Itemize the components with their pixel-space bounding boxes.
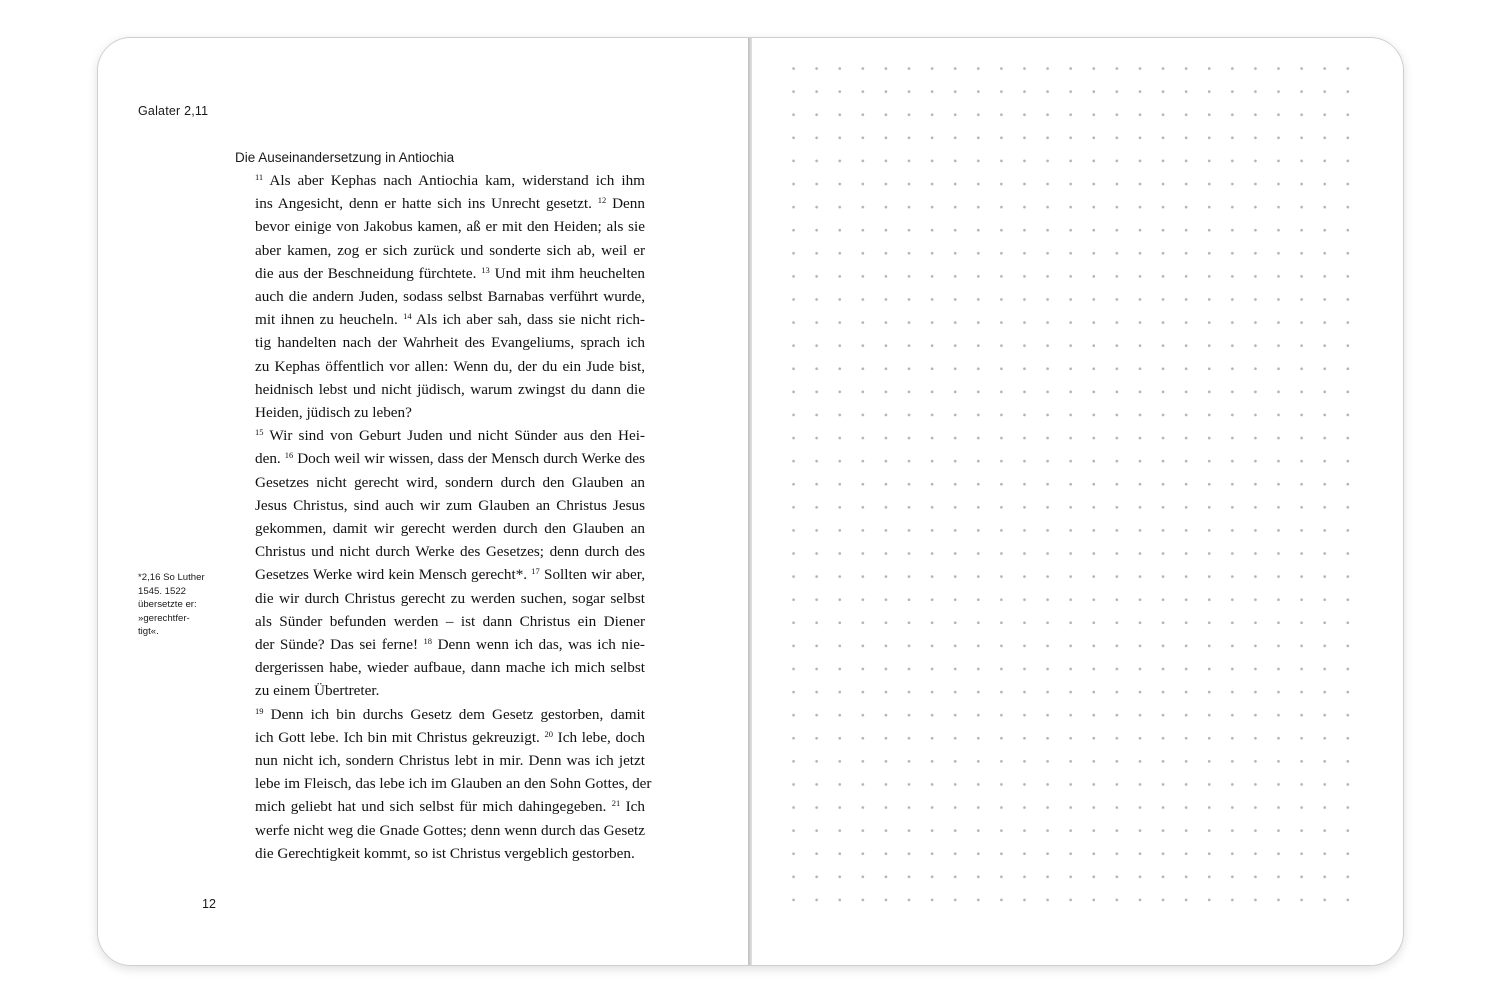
bible-text: [235, 169, 652, 865]
text-line: $^{15}$ Wir sind von Geburt Juden und nicht Sünder aus den Hei-: [255, 427, 645, 445]
paragraph: [235, 703, 652, 865]
verse-number: 12: [597, 195, 607, 206]
right-page-dot-grid: [752, 38, 1403, 965]
text-line: der Sünde? Das sei ferne! $^{18}$ Denn wenn ich das, was ich nie-: [255, 636, 645, 654]
dot-grid-pattern: [782, 57, 1359, 910]
text-line: ich Gott lebe. Ich bin mit Christus gekreuzigt. $^{20}$ Ich lebe, doch: [255, 728, 645, 746]
text-line: nun nicht ich, sondern Christus lebt in mir. Denn was ich jetzt: [255, 752, 645, 770]
text-line: aber kamen, zog er sich zurück und sonderte sich ab, weil er: [255, 241, 645, 259]
text-line: den. $^{16}$ Doch weil wir wissen, dass der Mensch durch Werke des: [255, 450, 645, 468]
verse-number: 18: [423, 636, 433, 647]
footnote-line: tigt«.: [138, 626, 159, 638]
verse-number: 20: [544, 728, 553, 739]
text-line: auch die andern Juden, sodass selbst Barnabas verführt wurde,: [255, 288, 645, 306]
paragraph: [235, 169, 645, 424]
text-line: lebe im Fleisch, das lebe ich im Glauben an den Sohn Gottes, der: [255, 775, 652, 793]
verse-number: 14: [403, 311, 412, 322]
text-line: werfe nicht weg die Gnade Gottes; denn wenn durch das Gesetz: [255, 821, 645, 839]
text-line: die wir durch Christus gerecht zu werden suchen, sogar selbst: [255, 589, 645, 607]
text-line: Gesetzes nicht gerecht wird, sondern durch den Glauben an: [255, 473, 645, 491]
text-line: gekommen, damit wir gerecht werden durch den Glauben an: [255, 520, 645, 538]
section-heading: Die Auseinandersetzung in Antiochia: [235, 150, 455, 165]
text-line: Heiden, jüdisch zu leben?: [255, 404, 412, 422]
text-line: $^{19}$ Denn ich bin durchs Gesetz dem Gesetz gestorben, damit: [255, 705, 645, 723]
verse-number: 13: [481, 264, 490, 275]
text-line: als Sünder befunden werden – ist dann Christus ein Diener: [255, 612, 645, 630]
page-number: 12: [202, 897, 216, 911]
verse-number: 16: [284, 450, 294, 461]
verse-number: 11: [255, 172, 264, 182]
margin-footnote: [138, 571, 228, 639]
text-line: bevor einige von Jakobus kamen, aß er mit den Heiden; als sie: [255, 218, 645, 236]
running-head: Galater 2,11: [138, 104, 209, 118]
verse-number: 15: [255, 427, 264, 438]
text-line: die aus der Beschneidung fürchtete. $^{13}$ Und mit ihm heuchelten: [255, 264, 646, 282]
text-line: $^{11}$ Als aber Kephas nach Antiochia kam, widerstand ich ihm: [255, 172, 645, 189]
text-line: Jesus Christus, sind auch wir zum Glauben an Christus Jesus: [255, 496, 645, 514]
verse-number: 21: [611, 798, 621, 809]
footnote-line: »gerechtfer-: [138, 612, 190, 624]
text-line: Gesetzes Werke wird kein Mensch gerecht*. $^{17}$ Sollten wir aber,: [255, 566, 645, 584]
text-line: zu einem Übertreter.: [255, 682, 380, 700]
left-page: [98, 38, 750, 965]
text-line: Christus und nicht durch Werke des Gesetzes; denn durch des: [255, 543, 645, 561]
footnote-line: übersetzte er:: [138, 599, 197, 611]
text-line: ins Angesicht, denn er hatte sich ins Unrecht gesetzt. $^{12}$ Denn: [255, 195, 645, 213]
verse-number: 17: [531, 566, 540, 577]
text-line: die Gerechtigkeit kommt, so ist Christus vergeblich gestorben.: [255, 844, 635, 862]
paragraph: [235, 424, 645, 702]
verse-number: 19: [255, 705, 264, 716]
text-line: dergerissen habe, wieder aufbaue, dann mache ich mich selbst: [255, 659, 645, 677]
footnote-line: 1545. 1522: [138, 585, 187, 597]
open-book: [97, 37, 1404, 966]
text-line: mit ihnen zu heucheln. $^{14}$ Als ich aber sah, dass sie nicht rich-: [255, 311, 645, 329]
footnote-line: *2,16 So Luther: [138, 572, 205, 583]
text-line: mich geliebt hat und sich selbst für mich dahingegeben. $^{21}$ Ich: [255, 798, 645, 816]
text-line: zu Kephas öffentlich vor allen: Wenn du, der du ein Jude bist,: [255, 357, 645, 375]
text-line: heidnisch lebst und nicht jüdisch, warum zwingst du dann die: [255, 380, 645, 398]
text-line: tig handelten nach der Wahrheit des Evangeliums, sprach ich: [255, 334, 645, 352]
